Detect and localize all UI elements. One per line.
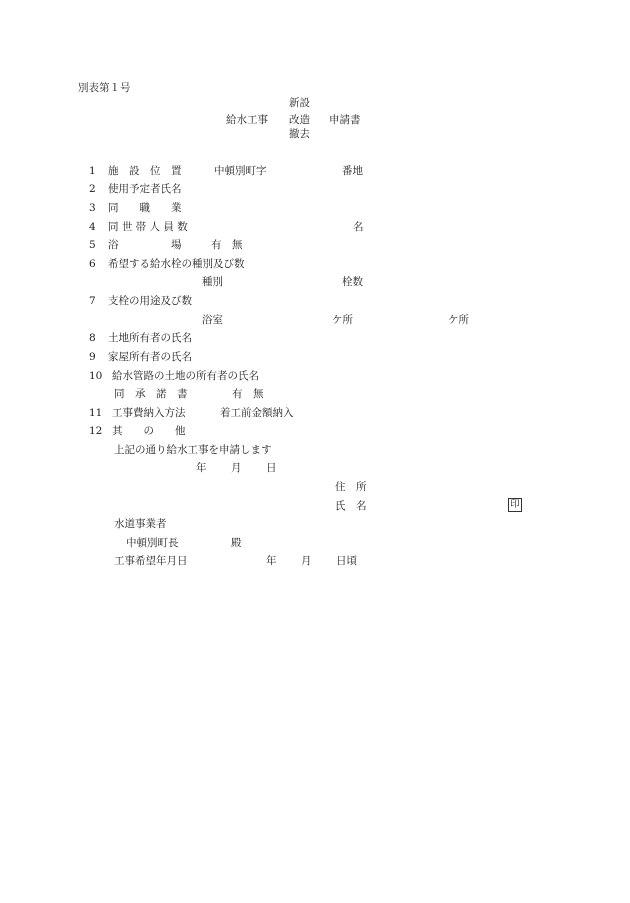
item-number: 11 [89, 407, 103, 419]
name-label: 氏 名 [335, 500, 367, 512]
title-prefix: 給水工事 [226, 114, 268, 126]
desired-date-day: 日頃 [336, 555, 357, 567]
item-number: 12 [89, 425, 103, 437]
item-label-payment-method: 工事費納入方法 [112, 407, 186, 419]
item-number: 4 [89, 221, 96, 233]
title-suffix: 申請書 [329, 114, 361, 126]
item-number: 3 [89, 202, 96, 214]
recipient-organization: 水道事業者 [114, 518, 167, 530]
item-value-yes-no: 有 無 [211, 239, 243, 251]
desired-date-month: 月 [301, 555, 312, 567]
item-sub-yes-no: 有 無 [232, 388, 264, 400]
application-statement: 上記の通り給水工事を申請します [114, 444, 272, 456]
item-sub-kind: 種別 [202, 276, 223, 288]
desired-date-label: 工事希望年月日 [114, 555, 188, 567]
item-label-land-owner: 土地所有者の氏名 [108, 332, 192, 344]
item-number: 5 [89, 239, 96, 251]
item-number: 9 [89, 351, 96, 363]
item-sub-faucet-count: 栓数 [342, 276, 363, 288]
item-label-faucet-types: 希望する給水栓の種別及び数 [108, 258, 245, 270]
address-label: 住 所 [335, 481, 367, 493]
item-label-bath: 浴 場 [108, 239, 182, 251]
item-number: 8 [89, 332, 96, 344]
recipient-honorific: 殿 [231, 537, 242, 549]
item-label-facility-location: 施 設 位 置 [108, 165, 182, 177]
item-label-branch-use: 支栓の用途及び数 [108, 295, 192, 307]
title-option-modify: 改造 [289, 114, 310, 126]
date-month: 月 [231, 462, 242, 474]
item-sub-consent: 同 承 諾 書 [114, 388, 188, 400]
desired-date-year: 年 [266, 555, 277, 567]
item-value-town: 中頓別町字 [214, 165, 267, 177]
seal-char: 印 [510, 499, 520, 510]
item-label-household-size: 同 世 帯 人 員 数 [108, 221, 188, 233]
item-suffix-lot-number: 番地 [342, 165, 363, 177]
item-number: 7 [89, 295, 96, 307]
item-label-house-owner: 家屋所有者の氏名 [108, 351, 192, 363]
item-label-pipe-land-owner: 給水管路の土地の所有者の氏名 [112, 370, 259, 382]
title-option-new: 新設 [289, 97, 310, 109]
item-label-other: 其 の 他 [112, 425, 186, 437]
item-label-occupation: 同 職 業 [108, 202, 182, 214]
item-sub-unit: ケ所 [332, 314, 353, 326]
seal-mark [508, 498, 522, 512]
title-option-remove: 撤去 [289, 128, 310, 140]
item-value-prepayment: 着工前金額納入 [220, 407, 294, 419]
item-number: 1 [89, 165, 96, 177]
item-sub-bathroom: 浴室 [202, 314, 223, 326]
item-suffix-persons: 名 [353, 221, 364, 233]
item-number: 6 [89, 258, 96, 270]
recipient-name: 中頓別町長 [126, 537, 179, 549]
form-number: 別表第１号 [78, 82, 131, 94]
item-number: 10 [89, 370, 103, 382]
item-label-user-name: 使用予定者氏名 [108, 183, 182, 195]
date-day: 日 [266, 462, 277, 474]
date-year: 年 [196, 462, 207, 474]
item-number: 2 [89, 183, 96, 195]
item-sub-unit: ケ所 [448, 314, 469, 326]
